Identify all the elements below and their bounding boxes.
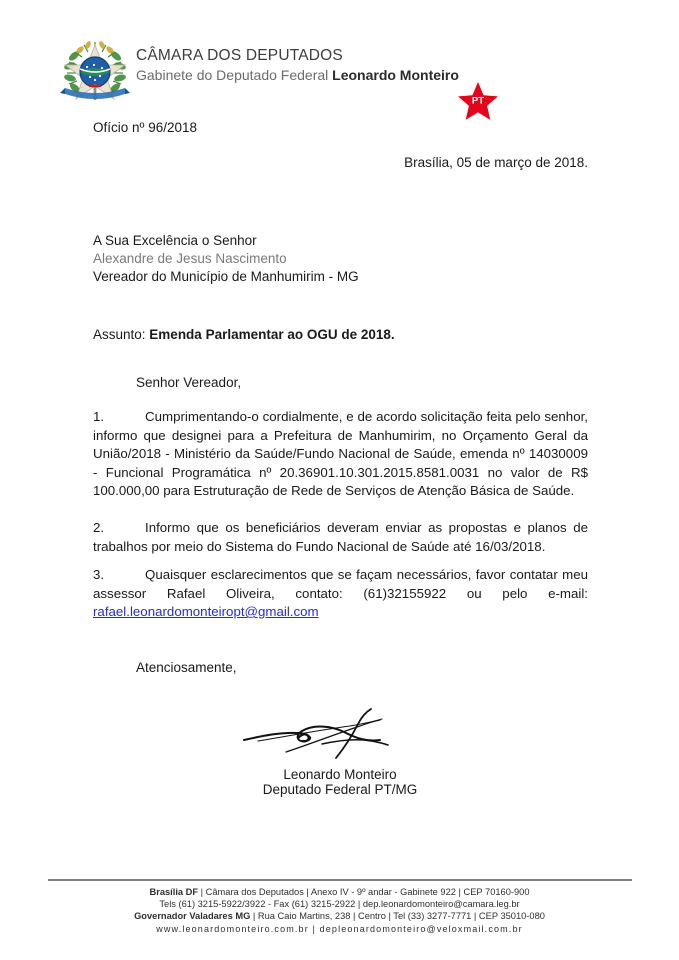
paragraph-1-text: Cumprimentando-o cordialmente, e de acordo solicitação feita pelo senhor, informo que designei para a Prefeitura de Manhumirim, no Orçamento Geral da União/2018 - Ministério da Saúde/Fundo Nacional de Saúde, emenda nº 14030009 - Funcional Programática nº 20.36901.10.301.2015.8581.0031 no valor de R$ 100.000,00 para Estruturação de Rede de Serviços de Atenção Básica de Saúde.	[93, 409, 588, 498]
signature-block	[215, 700, 465, 798]
pt-red-star-icon	[457, 80, 499, 122]
addressee-title: A Sua Excelência o Senhor	[93, 233, 257, 248]
signer-name: Leonardo Monteiro	[283, 767, 397, 782]
office-name	[136, 66, 459, 85]
salutation: Senhor Vereador,	[136, 375, 242, 390]
footer-line-brasilia	[0, 886, 679, 898]
paragraph-2	[93, 519, 588, 556]
footer-valadares-details: | Rua Caio Martins, 238 | Centro | Tel (33) 3277-7771 | CEP 35010-080	[250, 911, 545, 922]
addressee-block	[93, 232, 359, 286]
addressee-name: Alexandre de Jesus Nascimento	[93, 251, 287, 266]
footer	[0, 886, 679, 935]
footer-brasilia-label: Brasília DF	[149, 887, 199, 897]
document-reference: Ofício nº 96/2018	[93, 120, 197, 135]
subject-label: Assunto:	[93, 327, 146, 342]
office-prefix: Gabinete do Deputado Federal	[136, 67, 333, 83]
deputy-name: Leonardo Monteiro	[332, 67, 459, 83]
letterhead-text	[136, 46, 459, 85]
addressee-role: Vereador do Município de Manhumirim - MG	[93, 269, 359, 284]
pt-star-initials: PT	[471, 95, 485, 107]
paragraph-2-number: 2.	[93, 520, 105, 535]
letterhead	[0, 33, 679, 111]
signer-role: Deputado Federal PT/MG	[262, 782, 418, 797]
footer-divider	[48, 879, 632, 881]
city-and-date: Brasília, 05 de março de 2018.	[404, 155, 588, 170]
brazil-coat-of-arms-icon	[58, 36, 132, 110]
footer-line-valadares	[0, 910, 679, 922]
paragraph-1-number: 1.	[93, 409, 105, 424]
email-link[interactable]: rafael.leonardomonteiropt@gmail.com	[93, 604, 319, 619]
paragraph-3	[93, 566, 588, 622]
footer-line-phones: Tels (61) 3215-5922/3922 - Fax (61) 3215-2922 | dep.leonardomonteiro@camara.leg.br	[159, 899, 520, 910]
footer-line-web: www.leonardomonteiro.com.br | depleonardomonteiro@veloxmail.com.br	[156, 923, 523, 934]
paragraph-3-number: 3.	[93, 567, 105, 582]
paragraph-2-text: Informo que os beneficiários deveram enviar as propostas e planos de trabalhos por meio do Sistema do Fundo Nacional de Saúde até 16/03/2018.	[93, 520, 588, 554]
organization-name: CÂMARA DOS DEPUTADOS	[136, 47, 343, 64]
paragraph-1	[93, 408, 588, 501]
footer-valadares-label: Governador Valadares MG	[134, 911, 251, 922]
subject-value: Emenda Parlamentar ao OGU de 2018.	[149, 327, 395, 342]
subject-line	[93, 327, 395, 342]
closing-salutation: Atenciosamente,	[136, 660, 237, 675]
footer-brasilia-details: | Câmara dos Deputados | Anexo IV - 9º andar - Gabinete 922 | CEP 70160-900	[198, 887, 530, 897]
paragraph-3-text: Quaisquer esclarecimentos que se façam necessários, favor contatar meu assessor Rafael Oliveira, contato: (61)32155922 ou pelo e-mail:	[93, 567, 588, 601]
handwritten-signature-icon	[240, 700, 440, 768]
